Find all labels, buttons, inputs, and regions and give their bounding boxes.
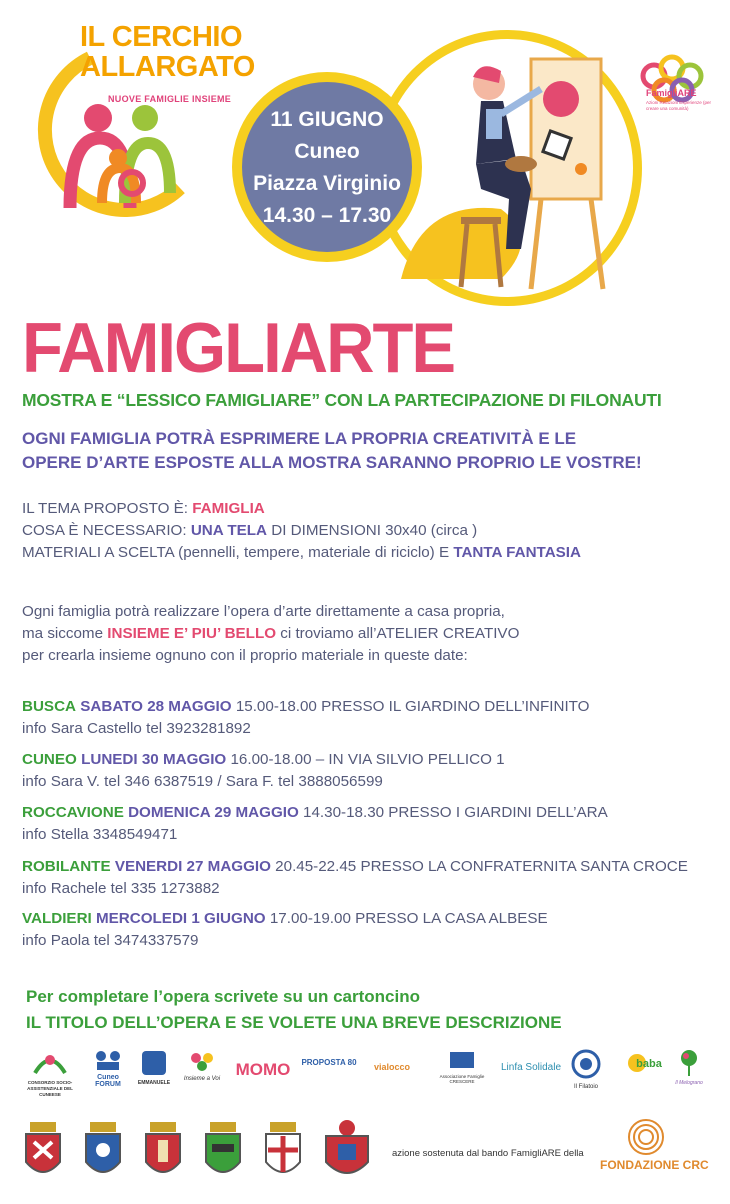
closing-text: Per completare l’opera scrivete su un cartoncino IL TITOLO DELL’OPERA E SE VOLETE UNA BREVE DESCRIZIONE [26, 987, 562, 1032]
forum-logo: Cuneo FORUM [86, 1048, 130, 1102]
linfa-logo: Linfa Solidale [500, 1062, 562, 1073]
vialocco-logo: vialocco [373, 1062, 411, 1072]
event-time: 14.30 – 17.30 [262, 204, 392, 227]
subtitle: MOSTRA E “LESSICO FAMIGLIARE” CON LA PARTECIPAZIONE DI FILONAUTI [22, 390, 662, 410]
famigliare-name: FamigliARE [646, 88, 697, 98]
crest-icon [260, 1118, 306, 1184]
fondazione-crc-icon [622, 1118, 670, 1156]
crest-icon [20, 1118, 66, 1184]
cosa-line: COSA È NECESSARIO: UNA TELA DI DIMENSIONI 30x40 (circa ) [22, 522, 478, 539]
event-place: Piazza Virginio [253, 172, 401, 195]
schedule-item: CUNEO LUNEDI 30 MAGGIO 16.00-18.00 – IN VIA SILVIO PELLICO 1 info Sara V. tel 346 6387519 / Sara F. tel 3888056599 [22, 751, 505, 790]
crest-icon [140, 1118, 186, 1184]
event-date: 11 GIUGNO [270, 108, 384, 131]
municipal-crests [20, 1118, 420, 1188]
schedule-item: ROCCAVIONE DOMENICA 29 MAGGIO 14.30-18.30 PRESSO I GIARDINI DELL’ARA info Stella 3348549471 [22, 804, 608, 843]
requirements [22, 498, 581, 564]
tema-line: IL TEMA PROPOSTO È: FAMIGLIA [22, 500, 265, 517]
logo-subtitle: NUOVE FAMIGLIE INSIEME [108, 94, 232, 104]
crest-icon [200, 1118, 246, 1184]
filatoio-logo: Il Filatoio [566, 1048, 606, 1102]
fondazione-crc: FONDAZIONE CRC [600, 1158, 709, 1172]
insieme-logo: Insieme a Voi [176, 1048, 228, 1102]
intro-text: OGNI FAMIGLIA POTRÀ ESPRIMERE LA PROPRIA CREATIVITÀ E LE OPERE D’ARTE ESPOSTE ALLA MOSTRA SARANNO PROPRIO LE VOSTRE! [22, 429, 642, 472]
crescere-logo: Associazione Famiglie CRESCERE [430, 1048, 494, 1102]
schedule-item: BUSCA SABATO 28 MAGGIO 15.00-18.00 PRESSO IL GIARDINO DELL’INFINITO info Sara Castello tel 3923281892 [22, 698, 590, 737]
schedule-item: VALDIERI MERCOLEDI 1 GIUGNO 17.00-19.00 PRESSO LA CASA ALBESE info Paola tel 3474337579 [22, 910, 548, 949]
description: Ogni famiglia potrà realizzare l’opera d’arte direttamente a casa propria, ma siccome INSIEME E’ PIU’ BELLO ci troviamo all’ATELIER CREATIVO per crearla insieme ognuno con il proprio materiale in queste date: [22, 603, 520, 664]
logo-title: IL CERCHIO ALLARGATO [80, 21, 255, 83]
famigliare-logo [632, 28, 714, 128]
famigliare-tagline: Azioni Relazioni Esperienze (per creare una comunità) [646, 100, 712, 111]
momo-logo: MOMO [235, 1060, 291, 1079]
crest-icon [80, 1118, 126, 1184]
main-title: FAMIGLIARTE [22, 309, 455, 388]
melograno-logo: Il Melograno [666, 1048, 712, 1102]
proposta-logo: PROPOSTA 80 [301, 1058, 357, 1067]
funding-note: azione sostenuta dal bando FamigliARE della [392, 1148, 584, 1159]
event-city: Cuneo [294, 140, 360, 163]
csac-logo: CONSORZIO SOCIO-ASSISTENZIALE DEL CUNEESE [20, 1048, 80, 1102]
emmanuele-logo: EMMANUELE [136, 1048, 172, 1102]
schedule-item: ROBILANTE VENERDI 27 MAGGIO 20.45-22.45 PRESSO LA CONFRATERNITA SANTA CROCE info Rachele tel 335 1273882 [22, 858, 688, 897]
crest-icon [320, 1118, 374, 1184]
event-info-circle [232, 72, 422, 262]
baba-logo: baba [610, 1048, 664, 1102]
sponsor-logos [20, 1048, 720, 1102]
materiali-line: MATERIALI A SCELTA (pennelli, tempere, materiale di riciclo) E TANTA FANTASIA [22, 544, 581, 561]
